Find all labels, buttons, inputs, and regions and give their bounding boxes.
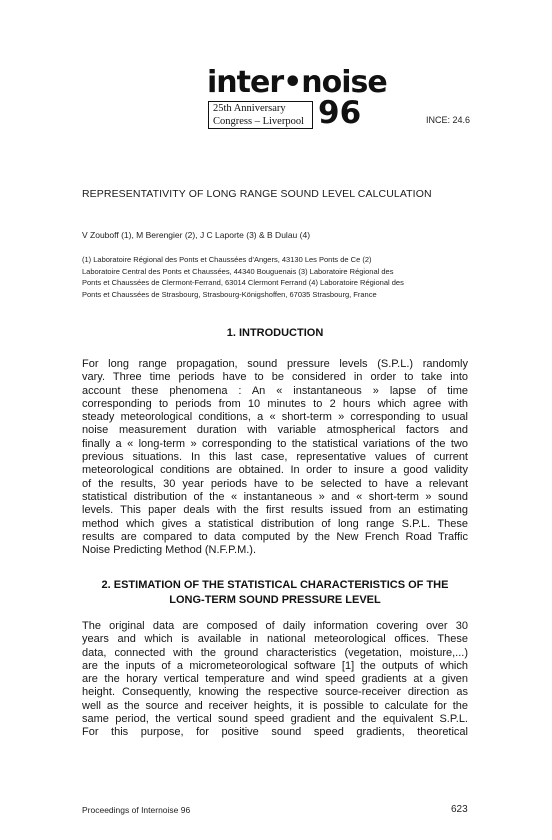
author-list: V Zouboff (1), M Berengier (2), J C Laporte (3) & B Dulau (4) (82, 230, 311, 240)
introduction-paragraph (82, 358, 468, 557)
logo-anniversary-line: 25th Anniversary (213, 103, 286, 114)
paper-code: INCE: 24.6 (426, 115, 471, 125)
page-number: 623 (451, 804, 468, 815)
body-line: of the results, 30 year periods have to be selected to have a relevant (82, 477, 468, 490)
body-line: vary. Three time periods have to be considered in order to take into (82, 371, 468, 384)
affiliation-block (82, 254, 482, 300)
body-line: noise measurement duration with variable atmospherical factors and (82, 424, 468, 437)
body-line: same period, the vertical sound speed gradient and the equivalent S.P.L. (82, 713, 468, 726)
body-line: years and which is available in national meteorological offices. These (82, 633, 468, 646)
body-line: results are compared to data computed by the New French Road Traffic (82, 530, 468, 543)
body-line: statistical distribution of the « instantaneous » and « short-term » sound (82, 490, 468, 503)
body-line: data, connected with the ground characteristics (vegetation, moisture,...) (82, 646, 468, 659)
body-line: meteorological conditions are obtained. In order to insure a good validity (82, 464, 468, 477)
affiliation-line: Ponts et Chaussées de Clermont-Ferrand, 63014 Clermont Ferrand (4) Laboratoire Régional des (82, 278, 404, 287)
footer-proceedings: Proceedings of Internoise 96 (82, 805, 191, 815)
paper-title: REPRESENTATIVITY OF LONG RANGE SOUND LEVEL CALCULATION (82, 188, 432, 200)
body-line: method which gives a statistical distribution of long range S.P.L. These (82, 517, 468, 530)
section-heading-introduction: 1. INTRODUCTION (226, 327, 324, 339)
affiliation-line: (1) Laboratoire Régional des Ponts et Chaussées d'Angers, 43130 Les Ponts de Ce (2) (82, 255, 372, 264)
logo-year-number: 96 (318, 95, 362, 131)
body-line: Noise Predicting Method (N.F.P.M.). (82, 544, 257, 557)
body-line: levels. This paper deals with the first results issued from an estimating (82, 504, 468, 517)
body-line: For this purpose, for positive sound speed gradients, theoretical (82, 726, 468, 739)
body-line: well as the source and receiver heights, it is possible to calculate for the (82, 699, 468, 712)
affiliation-line: Laboratoire Central des Ponts et Chaussées, 44340 Bouguenais (3) Laboratoire Régional des (82, 266, 394, 276)
affiliation-line: Ponts et Chaussées de Strasbourg, Strasbourg-Königshoffen, 67035 Strasbourg, France (82, 289, 377, 299)
heading-line: 2. ESTIMATION OF THE STATISTICAL CHARACTERISTICS OF THE (101, 579, 449, 591)
body-line: previous situations. In this last case, representative values of current (82, 451, 468, 464)
body-line: steady meteorological conditions, a « short-term » corresponding to usual (82, 411, 468, 424)
logo-congress-line: Congress – Liverpool (213, 115, 304, 127)
body-line: height. Consequently, knowing the respective source-receiver direction as (82, 686, 468, 699)
estimation-paragraph (82, 620, 468, 740)
body-line: For long range propagation, sound pressure levels (S.P.L.) randomly (82, 358, 468, 370)
body-line: finally a « long-term » corresponding to the statistical variations of the two (82, 437, 468, 450)
logo-anniversary-box (208, 101, 313, 129)
body-line: are the horary vertical temperature and wind speed gradients at a given (82, 673, 468, 686)
body-line: are the inputs of a micrometeorological software [1] the outputs of which (82, 659, 468, 672)
section-heading-estimation (82, 578, 468, 608)
body-line: corresponding to periods from 10 minutes to 2 hours which agree with (82, 397, 468, 410)
body-line: The original data are composed of daily information covering over 30 (82, 620, 468, 632)
logo-wordmark: inter•noise (207, 65, 387, 100)
body-line: account these phenomena : An « instantaneous » lapse of time (82, 384, 468, 397)
heading-line: LONG-TERM SOUND PRESSURE LEVEL (169, 594, 381, 606)
